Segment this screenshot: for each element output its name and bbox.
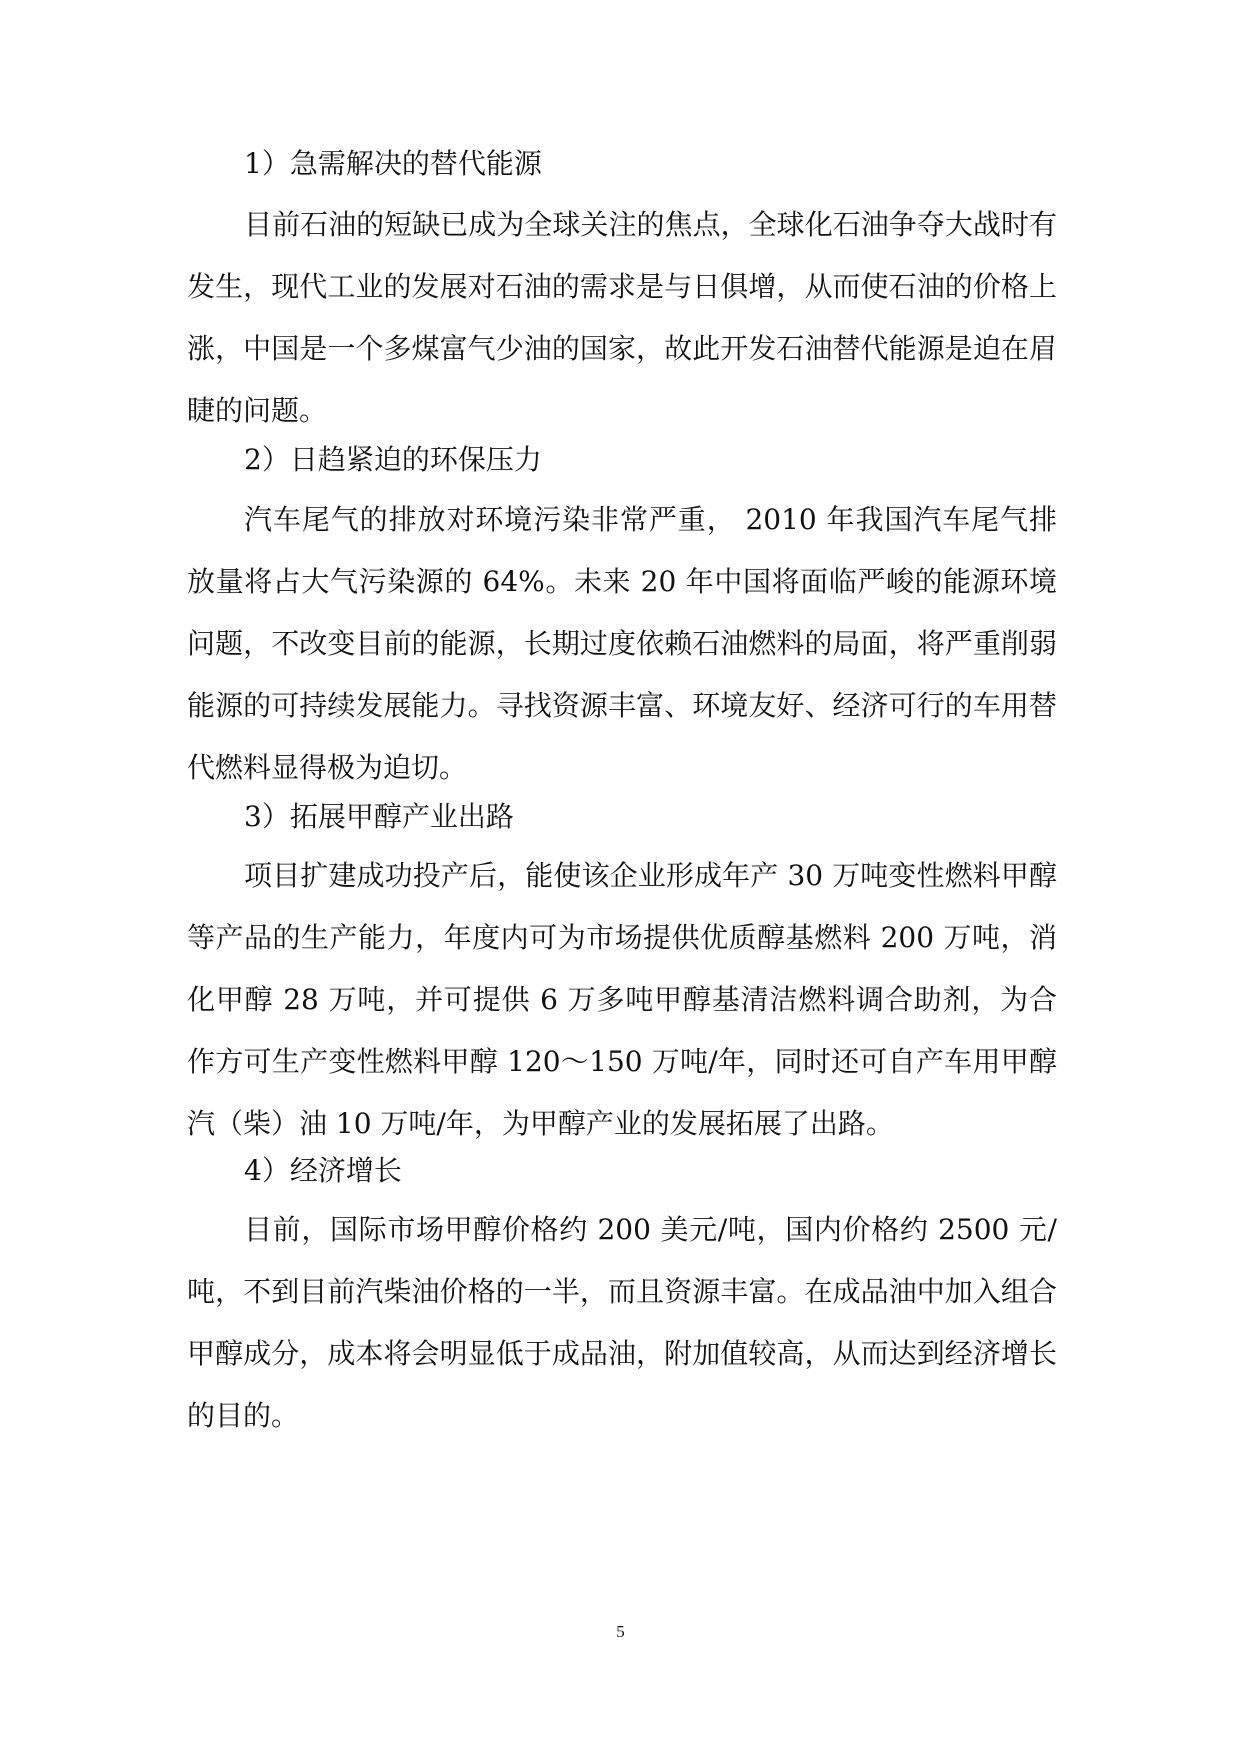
section-4-paragraph: 目前，国际市场甲醇价格约 200 美元/吨，国内价格约 2500 元/吨，不到目前汽柴油价格的一半，而且资源丰富。在成品油中加入组合甲醇成分，成本将会明显低于成品油，附加值较高，从而达到经济增长的目的。 bbox=[187, 1213, 1057, 1432]
section-1-heading: 1）急需解决的替代能源 bbox=[244, 147, 542, 180]
section-2-heading: 2）日趋紧迫的环保压力 bbox=[244, 443, 542, 476]
section-2-paragraph: 汽车尾气的排放对环境污染非常严重， 2010 年我国汽车尾气排放量将占大气污染源的 64%。未来 20 年中国将面临严峻的能源环境问题，不改变目前的能源，长期过度依赖石油燃料的局面，将严重削弱能源的可持续发展能力。寻找资源丰富、环境友好、经济可行的车用替代燃料显得极为迫切。 bbox=[187, 503, 1057, 784]
section-3-paragraph: 项目扩建成功投产后，能使该企业形成年产 30 万吨变性燃料甲醇等产品的生产能力，年度内可为市场提供优质醇基燃料 200 万吨，消化甲醇 28 万吨，并可提供 6 万多吨甲醇基清洁燃料调合助剂，为合作方可生产变性燃料甲醇 120～150 万吨/年，同时还可自产车用甲醇汽（柴）油 10 万吨/年，为甲醇产业的发展拓展了出路。 bbox=[187, 859, 1057, 1140]
section-4-heading: 4）经济增长 bbox=[244, 1154, 402, 1187]
page-number: 5 bbox=[616, 1622, 625, 1641]
section-3-heading: 3）拓展甲醇产业出路 bbox=[244, 800, 514, 833]
section-1-paragraph: 目前石油的短缺已成为全球关注的焦点，全球化石油争夺大战时有发生，现代工业的发展对石油的需求是与日俱增，从而使石油的价格上涨，中国是一个多煤富气少油的国家，故此开发石油替代能源是迫在眉睫的问题。 bbox=[187, 208, 1057, 427]
